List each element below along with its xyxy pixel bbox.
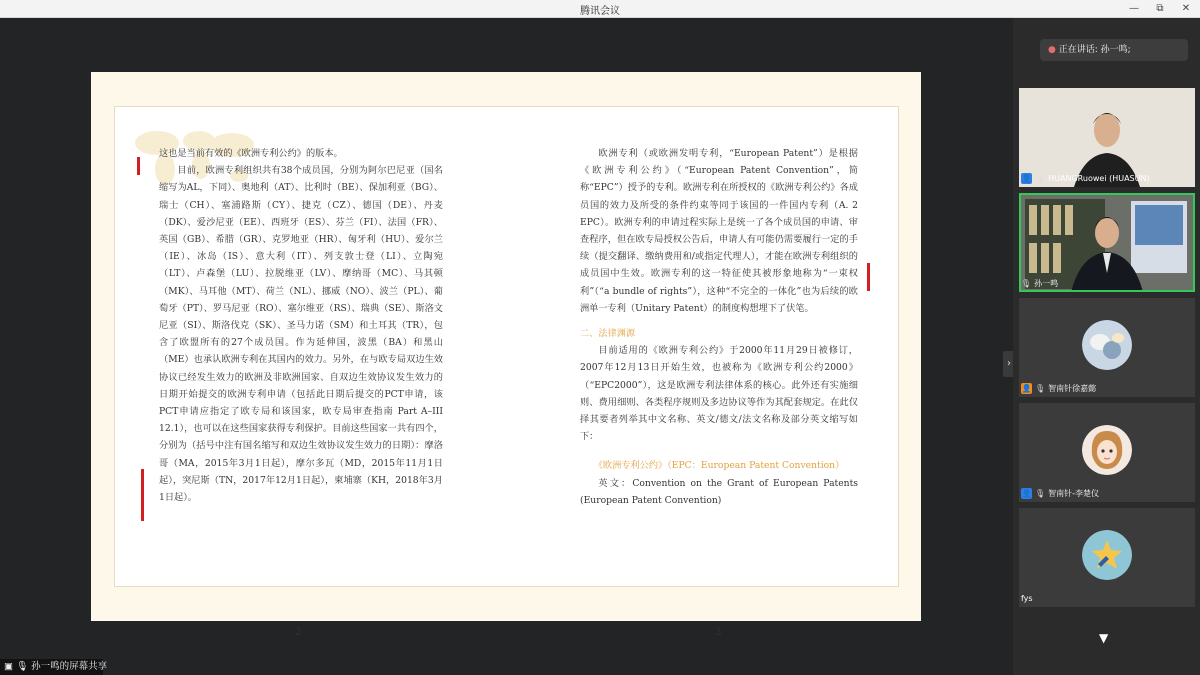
window-title: 腾讯会议 xyxy=(580,6,620,17)
speaking-indicator xyxy=(1040,39,1188,61)
user-icon: 👤 xyxy=(1021,174,1032,183)
mic-icon: 🎙 xyxy=(1035,489,1046,498)
scroll-down-icon[interactable]: ▼ xyxy=(1099,631,1109,645)
participant-tile-active[interactable] xyxy=(1019,193,1195,292)
collapse-sidebar-button[interactable]: › xyxy=(1003,351,1015,377)
participant-tile[interactable] xyxy=(1019,298,1195,397)
convention-item-title: 《欧洲专利公约》（EPC：European Patent Convention） xyxy=(593,460,845,472)
participant-name: HUANGRuowei (HUASUN) xyxy=(1048,174,1150,183)
left-page-text xyxy=(159,145,443,506)
participant-tile[interactable] xyxy=(1019,88,1195,187)
document-spread xyxy=(114,106,899,638)
participant-nameplate xyxy=(1021,487,1099,500)
participant-nameplate xyxy=(1021,592,1033,605)
mic-icon: 🎙 xyxy=(16,661,29,672)
close-button[interactable]: ✕ xyxy=(1181,3,1191,14)
participant-avatar xyxy=(1082,425,1132,475)
mic-icon: 🎙 xyxy=(1035,174,1046,183)
annotation-mark xyxy=(141,469,144,521)
participant-tile[interactable] xyxy=(1019,508,1195,607)
participant-nameplate xyxy=(1021,277,1058,290)
right-paragraph-2: 目前适用的《欧洲专利公约》于2000年11月29日被修订，2007年12月13日开始生效，也被称为《欧洲专利公约2000》（“EPC2000”），这是欧洲专利法律体系的核心。此外还有实施细则、费用细则、各类程序规则及多边协议等作为其配套规定。在此仅择其要者列举其中文名称、英文/德文/法文名称及部分英文缩写如下： xyxy=(580,345,858,443)
participant-avatar xyxy=(1082,530,1132,580)
annotation-mark xyxy=(137,157,140,175)
speaking-icon: ● xyxy=(1048,45,1056,55)
participant-nameplate xyxy=(1021,382,1096,395)
participant-name: fys xyxy=(1021,594,1033,603)
mic-icon: 🎙 xyxy=(1035,384,1046,393)
right-page-text xyxy=(580,145,858,509)
annotation-mark xyxy=(867,263,870,291)
participant-name: 智南针徐嘉懿 xyxy=(1048,384,1097,393)
participant-tile[interactable] xyxy=(1019,403,1195,502)
left-paragraph-2: 目前，欧洲专利组织共有38个成员国，分别为阿尔巴尼亚（国名缩写为AL，下同）、奥地利（AT）、比利时（BE）、保加利亚（BG）、瑞士（CH）、塞浦路斯（CY）、捷克（CZ）、德国（DE）、丹麦（DK）、爱沙尼亚（EE）、西班牙（ES）、芬兰（FI）、法国（FR）、英国（GB）、希腊（GR）、克罗地亚（HR）、匈牙利（HU）、爱尔兰（IE）、冰岛（IS）、意大利（IT）、列支敦士登（LI）、立陶宛（LT）、卢森堡（LU）、拉脱维亚（LV）、摩纳哥（MC）、马其顿（MK）、马耳他（MT）、荷兰（NL）、挪威（NO）、波兰（PL）、葡萄牙（PT）、罗马尼亚（RO）、塞尔维亚（RS）、瑞典（SE）、斯洛文尼亚（SI）、斯洛伐克（SK）、圣马力诺（SM）和土耳其（TR），包含了欧盟所有的27个成员国。作为延伸国，波黑（BA）和黑山（ME）也承认欧洲专利在其国内的效力。另外，在与欧专局双边生效协议已经发生效力的欧洲及非欧洲国家、自双边生效协议发生效力的日期开始提交的欧洲专利申请（包括此日期后提交的PCT申请，该PCT申请应指定了欧专局和该国家，欧专局审查指南 Part A–III 12.1），也可以在这些国家获得专利保护。目前这些国家一共有四个，分别为（括号中注有国名缩写和双边生效协议发生效力的日期）：摩洛哥（MA，2015年3月1日起），摩尔多瓦（MD，2015年11月1日起），突尼斯（TN，2017年12月1日起），柬埔寨（KH，2018年3月1日起）。 xyxy=(159,165,443,504)
minimize-button[interactable]: — xyxy=(1129,3,1139,14)
left-page-number: 2 xyxy=(295,627,302,638)
user-icon: 👤 xyxy=(1021,489,1032,498)
maximize-button[interactable]: ⧉ xyxy=(1156,3,1164,14)
speaking-label: 正在讲话: 孙一鸣; xyxy=(1058,45,1131,55)
section-heading: 二、法律渊源 xyxy=(580,328,636,340)
participant-sidebar xyxy=(1013,18,1200,675)
participant-nameplate xyxy=(1021,172,1150,185)
convention-item-english: 英文：Convention on the Grant of European Patents (European Patent Convention) xyxy=(580,477,858,506)
right-page-number: 3 xyxy=(715,627,722,638)
participant-name: 孙一鸣 xyxy=(1034,279,1059,288)
window-titlebar xyxy=(0,0,1200,18)
user-icon: 👤 xyxy=(1021,384,1032,393)
participant-name: 智南针-李楚仪 xyxy=(1048,489,1100,498)
mic-icon: 🎙 xyxy=(1021,279,1032,288)
left-paragraph-1: 这也是当前有效的《欧洲专利公约》的版本。 xyxy=(159,148,343,159)
screen-share-status[interactable] xyxy=(0,659,108,675)
screen-share-icon: ▣ xyxy=(4,661,13,672)
screen-share-label: 孙一鸣的屏幕共享 xyxy=(31,661,108,672)
shared-screen-area xyxy=(0,18,1013,675)
right-paragraph-1: 欧洲专利（或欧洲发明专利，“European Patent”）是根据《欧洲专利公约》（“European Patent Convention”，简称“EPC”）授予的专利。欧洲专利在所授权的《欧洲专利公约》各成员国的效力及所受的条件约束等同于该国的一件国内专利（A. 2 EPC）。欧洲专利的申请过程实际上是统一了各个成员国的申请、审查程序，但在欧专局授权公告后，申请人有可能仍需要履行一定的手续（提交翻译、缴纳费用和/或指定代理人），才能在欧洲专利组织的成员国中生效。欧洲专利的这一特征使其被形象地称为“一束权利”（“a bundle of rights”），这种“不完全的一体化”也为后续的欧洲单一专利（Unitary Patent）的制度构想埋下了伏笔。 xyxy=(580,148,858,314)
shared-document xyxy=(91,72,921,638)
participant-avatar xyxy=(1082,320,1132,370)
